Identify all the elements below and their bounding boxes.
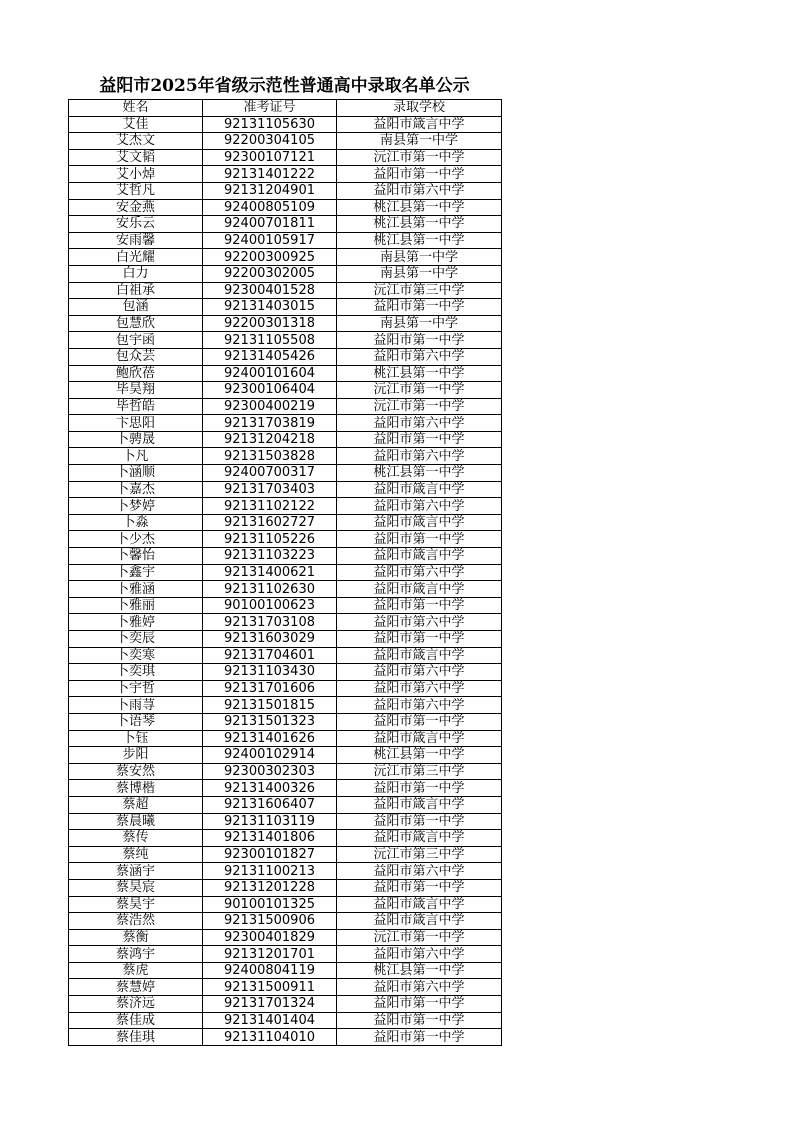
exam-number-cell: 92200300925 — [203, 249, 337, 266]
student-name-cell: 蔡晨曦 — [69, 813, 203, 830]
student-name-cell: 蔡涵宇 — [69, 863, 203, 880]
table-row — [69, 680, 502, 697]
school-cell: 益阳市第一中学 — [337, 879, 502, 896]
school-cell: 益阳市第一中学 — [337, 531, 502, 548]
school-cell: 益阳市第六中学 — [337, 697, 502, 714]
student-name-cell: 卜涵顺 — [69, 465, 203, 482]
table-row — [69, 548, 502, 565]
school-cell: 益阳市第六中学 — [337, 415, 502, 432]
school-cell: 益阳市箴言中学 — [337, 481, 502, 498]
school-cell: 益阳市箴言中学 — [337, 514, 502, 531]
school-cell: 益阳市第一中学 — [337, 166, 502, 183]
exam-number-cell: 92200302005 — [203, 265, 337, 282]
table-row — [69, 581, 502, 598]
exam-number-cell: 92131401222 — [203, 166, 337, 183]
exam-number-cell: 92131606407 — [203, 796, 337, 813]
exam-number-cell: 92131703819 — [203, 415, 337, 432]
exam-number-cell: 90100100623 — [203, 597, 337, 614]
student-name-cell: 卞思阳 — [69, 415, 203, 432]
school-cell: 南县第一中学 — [337, 315, 502, 332]
table-row — [69, 448, 502, 465]
column-header-exam-number: 准考证号 — [203, 100, 337, 117]
table-row — [69, 498, 502, 515]
table-row — [69, 116, 502, 133]
student-name-cell: 艾佳 — [69, 116, 203, 133]
exam-number-cell: 92400701811 — [203, 216, 337, 233]
school-cell: 南县第一中学 — [337, 249, 502, 266]
exam-number-cell: 92200304105 — [203, 133, 337, 150]
student-name-cell: 蔡佳成 — [69, 1012, 203, 1029]
school-cell: 沅江市第一中学 — [337, 398, 502, 415]
student-name-cell: 蔡昊宸 — [69, 879, 203, 896]
table-row — [69, 896, 502, 913]
table-row — [69, 763, 502, 780]
exam-number-cell: 92200301318 — [203, 315, 337, 332]
school-cell: 桃江县第一中学 — [337, 465, 502, 482]
table-row — [69, 564, 502, 581]
exam-number-cell: 92131105630 — [203, 116, 337, 133]
table-row — [69, 747, 502, 764]
exam-number-cell: 92131201228 — [203, 879, 337, 896]
exam-number-cell: 92131103119 — [203, 813, 337, 830]
exam-number-cell: 92131103430 — [203, 664, 337, 681]
student-name-cell: 卜钰 — [69, 730, 203, 747]
exam-number-cell: 92131703108 — [203, 614, 337, 631]
student-name-cell: 蔡衡 — [69, 929, 203, 946]
student-name-cell: 蔡安然 — [69, 763, 203, 780]
school-cell: 益阳市第六中学 — [337, 979, 502, 996]
student-name-cell: 蔡纯 — [69, 846, 203, 863]
school-cell: 益阳市第一中学 — [337, 813, 502, 830]
school-cell: 益阳市箴言中学 — [337, 796, 502, 813]
exam-number-cell: 92300302303 — [203, 763, 337, 780]
table-header — [69, 100, 502, 117]
student-name-cell: 卜雨荨 — [69, 697, 203, 714]
school-cell: 益阳市箴言中学 — [337, 913, 502, 930]
table-row — [69, 780, 502, 797]
exam-number-cell: 92131401806 — [203, 830, 337, 847]
exam-number-cell: 92300101827 — [203, 846, 337, 863]
school-cell: 益阳市第六中学 — [337, 448, 502, 465]
exam-number-cell: 92131103223 — [203, 548, 337, 565]
student-name-cell: 卜雅婷 — [69, 614, 203, 631]
exam-number-cell: 92131201701 — [203, 946, 337, 963]
table-row — [69, 348, 502, 365]
student-name-cell: 卜雅丽 — [69, 597, 203, 614]
table-row — [69, 365, 502, 382]
table-row — [69, 597, 502, 614]
exam-number-cell: 92400102914 — [203, 747, 337, 764]
page-title: 益阳市2025年省级示范性普通高中录取名单公示 — [99, 76, 470, 96]
table-row — [69, 979, 502, 996]
school-cell: 桃江县第一中学 — [337, 747, 502, 764]
student-name-cell: 卜奕辰 — [69, 631, 203, 648]
table-row — [69, 1029, 502, 1046]
school-cell: 益阳市箴言中学 — [337, 830, 502, 847]
exam-number-cell: 92131501815 — [203, 697, 337, 714]
table-row — [69, 149, 502, 166]
table-row — [69, 830, 502, 847]
table-row — [69, 846, 502, 863]
table-row — [69, 664, 502, 681]
exam-number-cell: 92131701324 — [203, 996, 337, 1013]
table-row — [69, 299, 502, 316]
school-cell: 益阳市箴言中学 — [337, 548, 502, 565]
school-cell: 桃江县第一中学 — [337, 199, 502, 216]
column-header-school: 录取学校 — [337, 100, 502, 117]
exam-number-cell: 92131503828 — [203, 448, 337, 465]
school-cell: 桃江县第一中学 — [337, 365, 502, 382]
student-name-cell: 蔡佳琪 — [69, 1029, 203, 1046]
student-name-cell: 蔡鸿宇 — [69, 946, 203, 963]
student-name-cell: 蔡慧婷 — [69, 979, 203, 996]
exam-number-cell: 92131105508 — [203, 332, 337, 349]
table-row — [69, 249, 502, 266]
student-name-cell: 包众芸 — [69, 348, 203, 365]
school-cell: 益阳市箴言中学 — [337, 116, 502, 133]
school-cell: 益阳市第一中学 — [337, 713, 502, 730]
school-cell: 桃江县第一中学 — [337, 962, 502, 979]
exam-number-cell: 92131400621 — [203, 564, 337, 581]
school-cell: 益阳市第一中学 — [337, 431, 502, 448]
school-cell: 沅江市第一中学 — [337, 929, 502, 946]
student-name-cell: 卜骋晟 — [69, 431, 203, 448]
student-name-cell: 步阳 — [69, 747, 203, 764]
student-name-cell: 卜凡 — [69, 448, 203, 465]
student-name-cell: 毕哲皓 — [69, 398, 203, 415]
student-name-cell: 卜梦婷 — [69, 498, 203, 515]
table-row — [69, 415, 502, 432]
exam-number-cell: 92131603029 — [203, 631, 337, 648]
student-name-cell: 包宇函 — [69, 332, 203, 349]
school-cell: 益阳市第一中学 — [337, 631, 502, 648]
student-name-cell: 卜馨怡 — [69, 548, 203, 565]
student-name-cell: 卜嘉杰 — [69, 481, 203, 498]
school-cell: 桃江县第一中学 — [337, 232, 502, 249]
school-cell: 益阳市第六中学 — [337, 863, 502, 880]
student-name-cell: 蔡传 — [69, 830, 203, 847]
school-cell: 益阳市第六中学 — [337, 680, 502, 697]
exam-number-cell: 92300401829 — [203, 929, 337, 946]
column-header-name: 姓名 — [69, 100, 203, 117]
school-cell: 南县第一中学 — [337, 265, 502, 282]
school-cell: 沅江市第三中学 — [337, 846, 502, 863]
table-row — [69, 730, 502, 747]
student-name-cell: 白光耀 — [69, 249, 203, 266]
exam-number-cell: 92131405426 — [203, 348, 337, 365]
school-cell: 益阳市箴言中学 — [337, 647, 502, 664]
school-cell: 沅江市第三中学 — [337, 763, 502, 780]
exam-number-cell: 92131100213 — [203, 863, 337, 880]
exam-number-cell: 92131401404 — [203, 1012, 337, 1029]
school-cell: 益阳市箴言中学 — [337, 730, 502, 747]
table-row — [69, 647, 502, 664]
school-cell: 沅江市第一中学 — [337, 382, 502, 399]
student-name-cell: 白力 — [69, 265, 203, 282]
school-cell: 益阳市第六中学 — [337, 182, 502, 199]
table-row — [69, 332, 502, 349]
school-cell: 益阳市箴言中学 — [337, 581, 502, 598]
exam-number-cell: 92131401626 — [203, 730, 337, 747]
exam-number-cell: 92400101604 — [203, 365, 337, 382]
school-cell: 益阳市第一中学 — [337, 597, 502, 614]
exam-number-cell: 92400804119 — [203, 962, 337, 979]
table-row — [69, 481, 502, 498]
table-row — [69, 813, 502, 830]
header-row — [69, 100, 502, 117]
exam-number-cell: 92131204901 — [203, 182, 337, 199]
table-row — [69, 431, 502, 448]
exam-number-cell: 92400805109 — [203, 199, 337, 216]
student-name-cell: 蔡虎 — [69, 962, 203, 979]
exam-number-cell: 92131701606 — [203, 680, 337, 697]
exam-number-cell: 92131703403 — [203, 481, 337, 498]
student-name-cell: 蔡浩然 — [69, 913, 203, 930]
exam-number-cell: 92300107121 — [203, 149, 337, 166]
table-row — [69, 315, 502, 332]
student-name-cell: 蔡博楷 — [69, 780, 203, 797]
exam-number-cell: 92131204218 — [203, 431, 337, 448]
exam-number-cell: 92131501323 — [203, 713, 337, 730]
exam-number-cell: 92131102630 — [203, 581, 337, 598]
student-name-cell: 卜宇哲 — [69, 680, 203, 697]
table-row — [69, 962, 502, 979]
table-row — [69, 863, 502, 880]
student-name-cell: 卜鑫宇 — [69, 564, 203, 581]
table-row — [69, 282, 502, 299]
exam-number-cell: 92131500911 — [203, 979, 337, 996]
table-row — [69, 166, 502, 183]
student-name-cell: 安雨馨 — [69, 232, 203, 249]
exam-number-cell: 92131403015 — [203, 299, 337, 316]
exam-number-cell: 92300106404 — [203, 382, 337, 399]
exam-number-cell: 92131104010 — [203, 1029, 337, 1046]
school-cell: 益阳市第六中学 — [337, 564, 502, 581]
student-name-cell: 鲍欣蓓 — [69, 365, 203, 382]
table-row — [69, 913, 502, 930]
school-cell: 益阳市第一中学 — [337, 1029, 502, 1046]
student-name-cell: 卜奕琪 — [69, 664, 203, 681]
student-name-cell: 卜语琴 — [69, 713, 203, 730]
student-name-cell: 包涵 — [69, 299, 203, 316]
school-cell: 沅江市第一中学 — [337, 149, 502, 166]
school-cell: 益阳市第一中学 — [337, 1012, 502, 1029]
student-name-cell: 艾文韬 — [69, 149, 203, 166]
table-row — [69, 879, 502, 896]
table-row — [69, 631, 502, 648]
table-row — [69, 199, 502, 216]
table-row — [69, 796, 502, 813]
school-cell: 南县第一中学 — [337, 133, 502, 150]
table-row — [69, 398, 502, 415]
school-cell: 益阳市第一中学 — [337, 780, 502, 797]
table-row — [69, 929, 502, 946]
school-cell: 益阳市第六中学 — [337, 498, 502, 515]
student-name-cell: 艾杰文 — [69, 133, 203, 150]
student-name-cell: 艾小焯 — [69, 166, 203, 183]
exam-number-cell: 92131500906 — [203, 913, 337, 930]
school-cell: 益阳市第六中学 — [337, 348, 502, 365]
school-cell: 益阳市第一中学 — [337, 332, 502, 349]
school-cell: 桃江县第一中学 — [337, 216, 502, 233]
exam-number-cell: 92131105226 — [203, 531, 337, 548]
exam-number-cell: 92131704601 — [203, 647, 337, 664]
school-cell: 益阳市第一中学 — [337, 299, 502, 316]
exam-number-cell: 92131400326 — [203, 780, 337, 797]
exam-number-cell: 92131102122 — [203, 498, 337, 515]
table-body — [69, 116, 502, 1045]
student-name-cell: 卜雅涵 — [69, 581, 203, 598]
student-name-cell: 蔡济远 — [69, 996, 203, 1013]
school-cell: 益阳市第六中学 — [337, 614, 502, 631]
table-row — [69, 1012, 502, 1029]
table-row — [69, 514, 502, 531]
admission-table — [68, 99, 502, 1046]
student-name-cell: 安乐云 — [69, 216, 203, 233]
student-name-cell: 蔡超 — [69, 796, 203, 813]
table-row — [69, 382, 502, 399]
table-row — [69, 216, 502, 233]
school-cell: 沅江市第三中学 — [337, 282, 502, 299]
student-name-cell: 艾哲凡 — [69, 182, 203, 199]
school-cell: 益阳市第六中学 — [337, 946, 502, 963]
table-row — [69, 232, 502, 249]
student-name-cell: 包慧欣 — [69, 315, 203, 332]
table-row — [69, 996, 502, 1013]
table-row — [69, 531, 502, 548]
table-row — [69, 265, 502, 282]
exam-number-cell: 92300401528 — [203, 282, 337, 299]
table-row — [69, 614, 502, 631]
school-cell: 益阳市箴言中学 — [337, 896, 502, 913]
exam-number-cell: 92400105917 — [203, 232, 337, 249]
exam-number-cell: 92131602727 — [203, 514, 337, 531]
table-row — [69, 697, 502, 714]
exam-number-cell: 92300400219 — [203, 398, 337, 415]
student-name-cell: 白祖承 — [69, 282, 203, 299]
school-cell: 益阳市第六中学 — [337, 664, 502, 681]
student-name-cell: 卜淼 — [69, 514, 203, 531]
table-row — [69, 133, 502, 150]
student-name-cell: 毕昊翔 — [69, 382, 203, 399]
exam-number-cell: 92400700317 — [203, 465, 337, 482]
table-row — [69, 713, 502, 730]
table-row — [69, 946, 502, 963]
exam-number-cell: 90100101325 — [203, 896, 337, 913]
table-row — [69, 465, 502, 482]
student-name-cell: 卜少杰 — [69, 531, 203, 548]
student-name-cell: 安金燕 — [69, 199, 203, 216]
student-name-cell: 蔡昊宇 — [69, 896, 203, 913]
school-cell: 益阳市第一中学 — [337, 996, 502, 1013]
student-name-cell: 卜奕寒 — [69, 647, 203, 664]
table-row — [69, 182, 502, 199]
